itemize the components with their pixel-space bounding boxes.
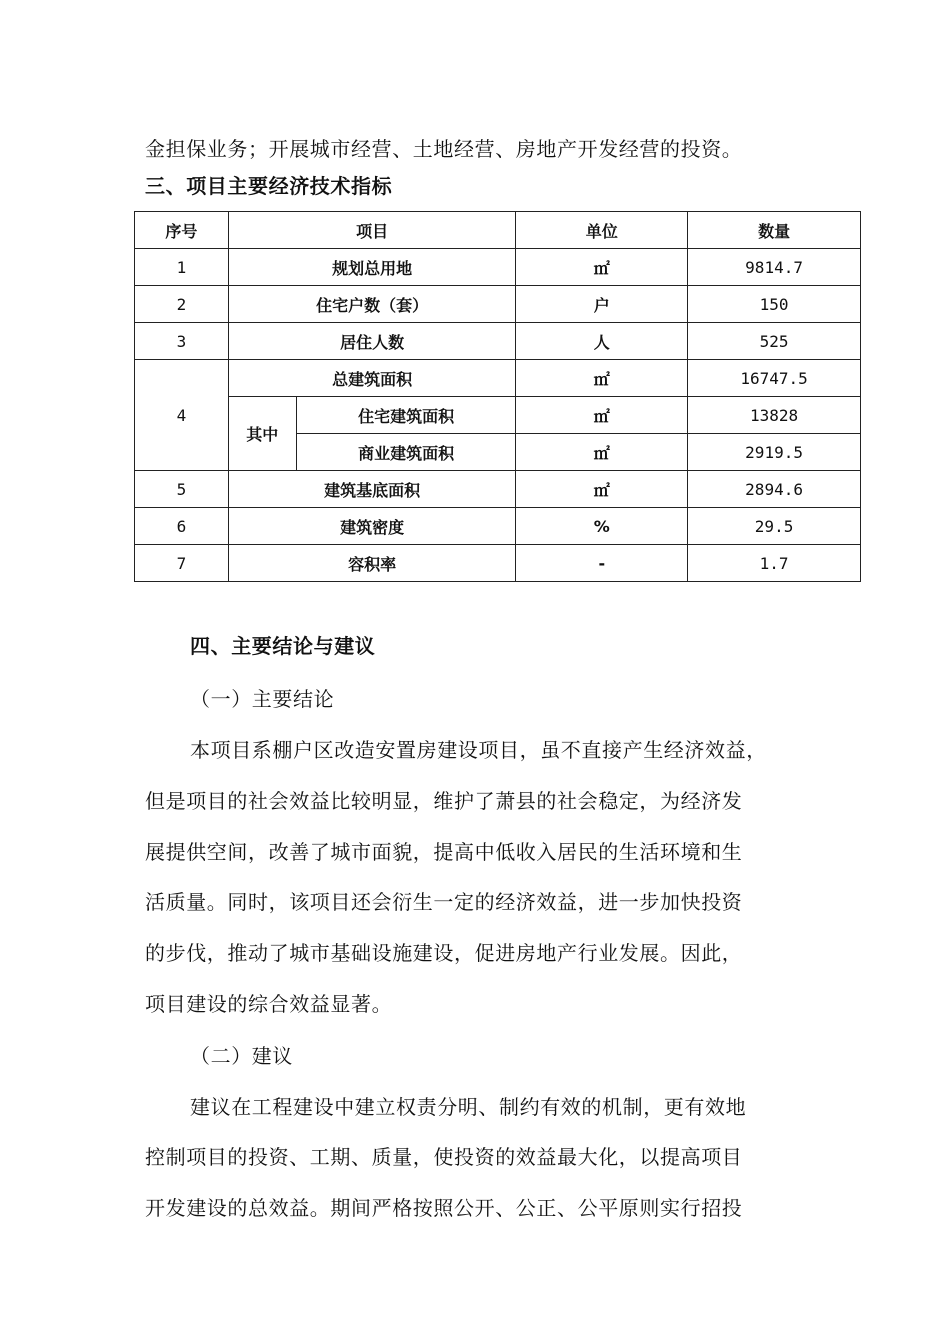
cell-qty: 1.7	[688, 545, 861, 582]
cell-qty: 2919.5	[688, 434, 861, 471]
cell-unit: ㎡	[516, 434, 688, 471]
paragraph-1-line: 展提供空间，改善了城市面貌，提高中低收入居民的生活环境和生	[145, 840, 743, 864]
cell-group-label: 其中	[228, 397, 296, 471]
table-row	[135, 471, 861, 508]
cell-seq: 7	[135, 545, 229, 582]
table-row	[135, 323, 861, 360]
cell-qty: 2894.6	[688, 471, 861, 508]
table-row	[135, 545, 861, 582]
cell-qty: 525	[688, 323, 861, 360]
paragraph-1-line: 的步伐，推动了城市基础设施建设，促进房地产行业发展。因此，	[145, 941, 743, 965]
cell-item: 建筑密度	[228, 508, 516, 545]
cell-seq: 1	[135, 249, 229, 286]
cell-item: 总建筑面积	[228, 360, 516, 397]
header-unit: 单位	[516, 212, 688, 249]
paragraph-1-line: 但是项目的社会效益比较明显，维护了萧县的社会稳定，为经济发	[145, 789, 743, 813]
cell-qty: 9814.7	[688, 249, 861, 286]
cell-seq: 6	[135, 508, 229, 545]
table-row	[135, 397, 861, 434]
paragraph-1-line: 项目建设的综合效益显著。	[145, 992, 393, 1016]
cell-seq: 4	[135, 360, 229, 471]
header-item: 项目	[228, 212, 516, 249]
paragraph-2-line: 建议在工程建设中建立权责分明、制约有效的机制，更有效地	[190, 1095, 747, 1119]
subsection-1-title: （一）主要结论	[190, 687, 335, 711]
table-row	[135, 249, 861, 286]
table-row	[135, 508, 861, 545]
cell-qty: 13828	[688, 397, 861, 434]
top-paragraph-line: 金担保业务；开展城市经营、土地经营、房地产开发经营的投资。	[145, 137, 743, 161]
cell-unit: 户	[516, 286, 688, 323]
cell-seq: 3	[135, 323, 229, 360]
header-qty: 数量	[688, 212, 861, 249]
table-header-row	[135, 212, 861, 249]
paragraph-2-line: 开发建设的总效益。期间严格按照公开、公正、公平原则实行招投	[145, 1196, 743, 1220]
cell-qty: 150	[688, 286, 861, 323]
cell-item: 规划总用地	[228, 249, 516, 286]
section-4-title: 四、主要结论与建议	[190, 634, 376, 658]
cell-sub-item: 住宅建筑面积	[296, 397, 516, 434]
indicators-table	[134, 211, 861, 582]
cell-sub-item: 商业建筑面积	[296, 434, 516, 471]
cell-qty: 16747.5	[688, 360, 861, 397]
paragraph-1-line: 本项目系棚户区改造安置房建设项目，虽不直接产生经济效益，	[190, 738, 767, 762]
cell-seq: 2	[135, 286, 229, 323]
section-3-title: 三、项目主要经济技术指标	[145, 174, 393, 198]
cell-item: 容积率	[228, 545, 516, 582]
cell-unit: %	[516, 508, 688, 545]
cell-unit: ㎡	[516, 249, 688, 286]
cell-item: 住宅户数（套）	[228, 286, 516, 323]
cell-unit: ㎡	[516, 397, 688, 434]
table-row	[135, 360, 861, 397]
cell-unit: ㎡	[516, 471, 688, 508]
cell-unit: -	[516, 545, 688, 582]
cell-qty: 29.5	[688, 508, 861, 545]
table-row	[135, 286, 861, 323]
paragraph-2-line: 控制项目的投资、工期、质量，使投资的效益最大化，以提高项目	[145, 1145, 743, 1169]
cell-unit: ㎡	[516, 360, 688, 397]
cell-item: 居住人数	[228, 323, 516, 360]
cell-seq: 5	[135, 471, 229, 508]
subsection-2-title: （二）建议	[190, 1044, 293, 1068]
header-seq: 序号	[135, 212, 229, 249]
cell-item: 建筑基底面积	[228, 471, 516, 508]
paragraph-1-line: 活质量。同时，该项目还会衍生一定的经济效益，进一步加快投资	[145, 890, 743, 914]
cell-unit: 人	[516, 323, 688, 360]
